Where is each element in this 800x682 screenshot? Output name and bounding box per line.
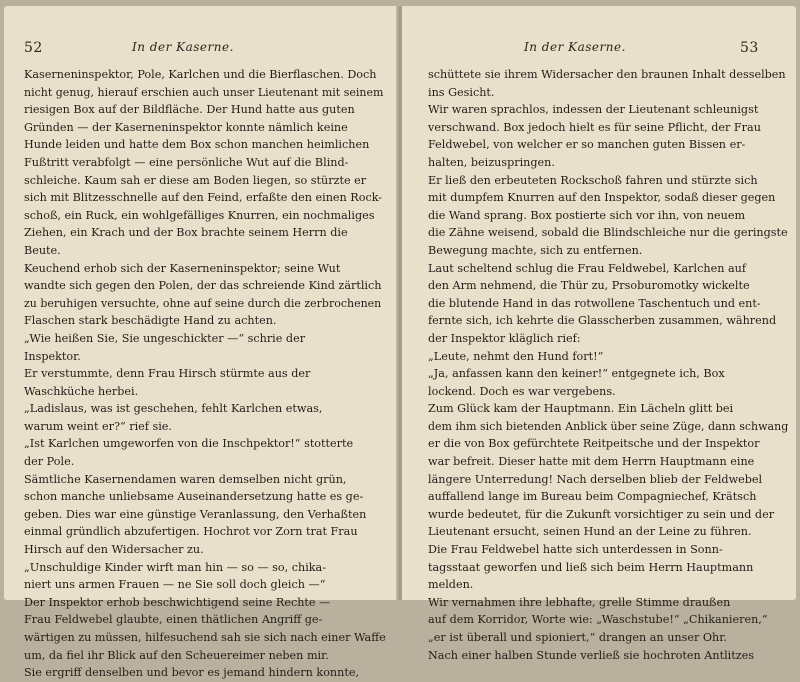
text-line: Sie ergriff denselben und bevor es jemand hindern konnte, xyxy=(24,666,360,680)
text-line: er die von Box gefürchtete Reitpeitsche und der Inspektor xyxy=(428,437,760,451)
text-line: wandte sich gegen den Polen, der das schreiende Kind zärtlich xyxy=(24,279,382,293)
text-line: Hunde leiden und hatte dem Box schon manchen heimlichen xyxy=(24,138,370,152)
text-line: fernte sich, ich kehrte die Glasscherben zusammen, während xyxy=(428,314,777,328)
text-line: Die Frau Feldwebel hatte sich unterdessen in Sonn- xyxy=(428,543,723,557)
text-line: Inspektor. xyxy=(24,349,81,363)
text-line: verschwand. Box jedoch hielt es für seine Pflicht, der Frau xyxy=(428,120,761,134)
text-line: tagsstaat geworfen und ließ sich beim Herrn Hauptmann xyxy=(428,560,754,574)
right-page xyxy=(402,6,796,662)
text-line: schleiche. Kaum sah er diese am Boden liegen, so stürzte er xyxy=(24,173,367,187)
text-line: zu beruhigen versuchte, ohne auf seine durch die zerbrochenen xyxy=(24,296,382,310)
text-line: Wir vernahmen ihre lebhafte, grelle Stimme draußen xyxy=(428,595,731,609)
text-line: Gründen — der Kaserneninspektor konnte nämlich keine xyxy=(24,120,348,134)
page-body-text xyxy=(24,66,386,682)
text-line: einmal gründlich abzufertigen. Hochrot vor Zorn trat Frau xyxy=(24,525,358,539)
text-line: Nach einer halben Stunde verließ sie hochroten Antlitzes xyxy=(428,648,754,662)
text-line: „Wie heißen Sie, Sie ungeschickter —“ schrie der xyxy=(24,331,306,345)
text-line: „er ist überall und spioniert,“ drangen an unser Ohr. xyxy=(428,631,727,644)
text-line: ins Gesicht. xyxy=(428,85,495,99)
text-line: halten, beizuspringen. xyxy=(428,155,555,169)
text-line: auf dem Korridor, Worte wie: „Waschstube!“ „Chikanieren,“ xyxy=(428,613,768,627)
text-line: Sämtliche Kasernendamen waren demselben nicht grün, xyxy=(24,472,347,486)
text-line: der Pole. xyxy=(24,455,75,469)
page-number: 52 xyxy=(24,40,43,56)
text-line: Er ließ den erbeuteten Rockschoß fahren und stürzte sich xyxy=(428,173,758,187)
text-line: sich mit Blitzesschnelle auf den Feind, erfaßte den einen Rock- xyxy=(24,191,383,205)
text-line: lockend. Doch es war vergebens. xyxy=(428,384,616,398)
text-line: war befreit. Dieser hatte mit dem Herrn Hauptmann eine xyxy=(428,455,755,469)
text-line: riesigen Box auf der Bildfläche. Der Hund hatte aus guten xyxy=(24,103,355,117)
text-line: die blutende Hand in das rotwollene Taschentuch und ent- xyxy=(428,296,761,310)
page-body-text xyxy=(428,66,788,664)
text-line: die Wand sprang. Box postierte sich vor ihn, von neuem xyxy=(428,208,746,222)
text-line: Keuchend erhob sich der Kaserneninspektor; seine Wut xyxy=(24,261,341,275)
text-line: längere Unterredung! Nach derselben blieb der Feldwebel xyxy=(428,472,763,486)
page-number: 53 xyxy=(740,40,759,56)
text-line: Hirsch auf den Widersacher zu. xyxy=(24,543,204,557)
left-page xyxy=(4,6,398,680)
text-line: schon manche unliebsame Auseinandersetzung hatte es ge- xyxy=(24,490,364,504)
text-line: schoß, ein Ruck, ein wohlgefälliges Knurren, ein nochmaliges xyxy=(24,208,375,222)
text-line: nicht genug, hierauf erschien auch unser Lieutenant mit seinem xyxy=(24,85,384,99)
text-line: Bewegung machte, sich zu entfernen. xyxy=(428,243,643,257)
text-line: wärtigen zu müssen, hilfesuchend sah sie sich nach einer Waffe xyxy=(24,631,386,644)
text-line: Wir waren sprachlos, indessen der Lieutenant schleunigst xyxy=(428,103,759,117)
text-line: Feldwebel, von welcher er so manchen guten Bissen er- xyxy=(428,138,746,152)
text-line: dem ihm sich bietenden Anblick über seine Züge, dann schwang xyxy=(428,419,788,433)
text-line: Der Inspektor erhob beschwichtigend seine Rechte — xyxy=(24,595,331,609)
text-line: „Ist Karlchen umgeworfen von die Inschpektor!“ stotterte xyxy=(24,437,354,451)
text-line: melden. xyxy=(428,578,474,592)
text-line: Kaserneninspektor, Pole, Karlchen und die Bierflaschen. Doch xyxy=(24,68,377,81)
text-line: Waschküche herbei. xyxy=(24,384,139,398)
text-line: die Zähne weisend, sobald die Blindschleiche nur die geringste xyxy=(428,226,788,240)
text-line: geben. Dies war eine günstige Veranlassung, den Verhaßten xyxy=(24,507,367,521)
text-line: Laut scheltend schlug die Frau Feldwebel, Karlchen auf xyxy=(428,261,746,275)
text-line: „Leute, nehmt den Hund fort!“ xyxy=(428,349,604,363)
text-line: Frau Feldwebel glaubte, einen thätlichen Angriff ge- xyxy=(24,613,323,627)
text-line: Flaschen stark beschädigte Hand zu achten. xyxy=(24,314,277,328)
text-line: „Unschuldige Kinder wirft man hin — so — so, chika- xyxy=(24,560,326,574)
text-line: mit dumpfem Knurren auf den Inspektor, sodaß dieser gegen xyxy=(428,191,776,205)
text-line: niert uns armen Frauen — ne Sie soll doch gleich —“ xyxy=(24,578,326,592)
text-line: um, da fiel ihr Blick auf den Scheuereimer neben mir. xyxy=(24,648,329,662)
running-head: In der Kaserne. xyxy=(132,40,234,54)
text-line: auffallend lange im Bureau beim Compagniechef, Krätsch xyxy=(428,490,757,504)
text-line: Beute. xyxy=(24,243,61,257)
text-line: schüttete sie ihrem Widersacher den braunen Inhalt desselben xyxy=(428,68,786,81)
text-line: Lieutenant ersucht, seinen Hund an der Leine zu führen. xyxy=(428,525,752,539)
text-line: Zum Glück kam der Hauptmann. Ein Lächeln glitt bei xyxy=(428,402,734,416)
text-line: warum weint er?“ rief sie. xyxy=(24,419,172,433)
text-line: den Arm nehmend, die Thür zu, Prsoburomotky wickelte xyxy=(428,279,750,293)
text-line: Er verstummte, denn Frau Hirsch stürmte aus der xyxy=(24,367,311,381)
running-head: In der Kaserne. xyxy=(524,40,626,54)
text-line: der Inspektor kläglich rief: xyxy=(428,331,581,345)
text-line: Ziehen, ein Krach und der Box brachte seinem Herrn die xyxy=(24,226,348,240)
text-line: „Ja, anfassen kann den keiner!“ entgegnete ich, Box xyxy=(428,367,725,381)
text-line: wurde bedeutet, für die Zukunft vorsichtiger zu sein und der xyxy=(428,507,775,521)
text-line: „Ladislaus, was ist geschehen, fehlt Karlchen etwas, xyxy=(24,402,323,416)
text-line: Fußtritt verabfolgt — eine persönliche Wut auf die Blind- xyxy=(24,155,349,169)
